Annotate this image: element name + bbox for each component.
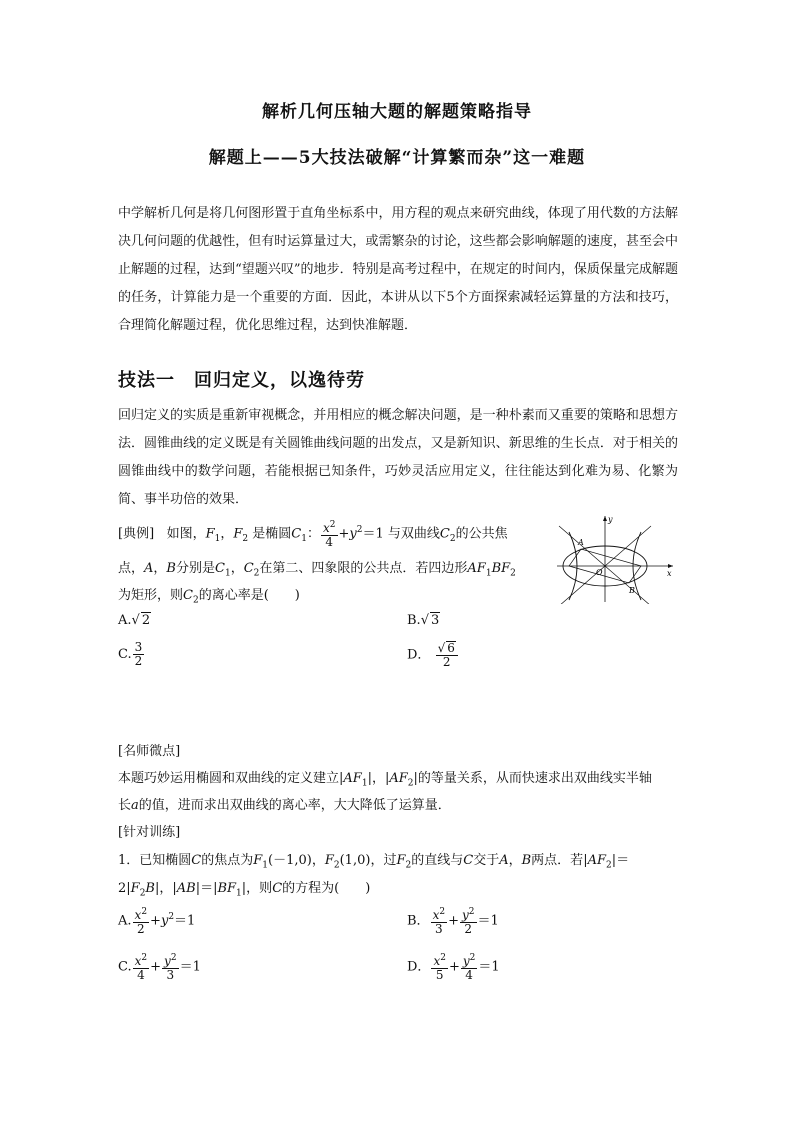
ellipse-hyperbola-figure xyxy=(555,512,675,604)
option-label: B． xyxy=(407,913,430,929)
example-text: 的公共焦 xyxy=(455,526,508,542)
example-line-2: 点，A，B分别是$C_1$，$C_2$在第二、四象限的公共点．若四边形$AF_1BF_2$ xyxy=(118,561,516,579)
figure-label: y xyxy=(608,515,613,524)
example-tag: [典例] xyxy=(118,526,155,542)
figure-label: A xyxy=(578,538,584,547)
option-label: D． xyxy=(407,959,431,975)
section-body: 回归定义的实质是重新审视概念，并用相应的概念解决问题，是一种朴素而又重要的策略和思想方法．圆锥曲线的定义既是有关圆锥曲线问题的出发点，又是新知识、新思维的生长点．对于相关的圆锥曲线中的数学问题，若能根据已知条件，巧妙灵活应用定义，往往能达到化难为易、化繁为简、事半功倍的效果． xyxy=(118,408,678,507)
example-text: 在第二、四象限的公共点．若四边形 xyxy=(259,561,468,576)
option-a: A.√ 2 xyxy=(118,613,151,628)
training-text: ，则 xyxy=(246,881,273,896)
option-label: C. xyxy=(118,647,132,662)
intro-paragraph: 中学解析几何是将几何图形置于直角坐标系中，用方程的观点来研究曲线，体现了用代数的方法解决几何问题的优越性，但有时运算量过大，或需繁杂的讨论，这些都会影响解题的速度，甚至会中止解题的过程，达到“望题兴叹”的地步．特别是高考过程中，在规定的时间内，保质保量完成解题的任务，计算能力是一个重要的方面．因此，本讲从以下5个方面探索减轻运算量的方法和技巧，合理简化解题过程，优化思维过程，达到快准解题． xyxy=(118,206,678,333)
training-text: 的焦点为 xyxy=(201,853,254,868)
page-subtitle: 解题上——5大技法破解“计算繁而杂”这一难题 xyxy=(208,148,586,168)
training-text: 的直线与 xyxy=(411,853,464,868)
training-option-d: D． $\frac{x^2}{5}$ + $\frac{y^2}{4}$ ＝1 xyxy=(407,953,500,982)
teacher-text: 长 xyxy=(118,798,132,813)
option-label: D． xyxy=(407,647,431,663)
figure-label: x xyxy=(667,569,672,578)
option-label: B. xyxy=(407,613,421,628)
training-tag: [针对训练] xyxy=(118,825,181,840)
training-option-b: B． $\frac{x^2}{3}$ + $\frac{y^2}{2}$ ＝1 xyxy=(407,907,499,936)
example-text: 为矩形，则 xyxy=(118,588,184,603)
training-line-2: $2|F_2B|$，$|AB|=|BF_1|$，则C的方程为( ) xyxy=(118,881,371,899)
figure-label: B xyxy=(629,586,635,595)
teacher-text: 的等量关系，从而快速求出双曲线实半轴 xyxy=(417,771,652,786)
teacher-text: 本题巧妙运用椭圆和双曲线的定义建立 xyxy=(118,771,340,786)
section-heading: 技法一 回归定义，以逸待劳 xyxy=(118,370,365,391)
training-text: 交于 xyxy=(473,853,500,868)
training-text: ，过 xyxy=(370,853,397,868)
example-line-1: [典例] 如图，$F_1$，$F_2$ 是椭圆$C_1$： $\frac{x^2}{4}$ $+y^2=1$ 与双曲线$C_2$的公共焦 xyxy=(118,520,508,549)
page-title: 解析几何压轴大题的解题策略指导 xyxy=(262,102,532,122)
example-text: 点， xyxy=(118,561,145,576)
teacher-note-line-2: 长a的值，进而求出双曲线的离心率，大大降低了运算量． xyxy=(118,798,451,813)
example-line-3: 为矩形，则$C_2$的离心率是( ) xyxy=(118,588,300,606)
example-text: 的离心率是( ) xyxy=(198,588,300,603)
training-option-a: A. $\frac{x^2}{2}$ $+y^2=1$ xyxy=(118,907,196,936)
figure-label: O xyxy=(596,568,603,577)
option-label: A. xyxy=(118,913,132,929)
option-d: D． $\frac{√ 6}{2}$ xyxy=(407,641,459,669)
training-text: 1．已知椭圆 xyxy=(118,853,192,868)
training-option-c: C. $\frac{x^2}{4}$ + $\frac{y^2}{3}$ ＝1 xyxy=(118,953,201,982)
teacher-text: 的值，进而求出双曲线的离心率，大大降低了运算量． xyxy=(138,798,451,813)
training-text: 的方程为( ) xyxy=(282,881,371,896)
teacher-note-line-1: 本题巧妙运用椭圆和双曲线的定义建立$|AF_1|$，$|AF_2|$的等量关系，从而快速求出双曲线实半轴 xyxy=(118,771,652,789)
example-text: 是椭圆 xyxy=(252,526,292,542)
example-text: 如图， xyxy=(166,526,206,542)
example-text: 分别是 xyxy=(175,561,215,576)
training-text: 两点．若 xyxy=(531,853,584,868)
option-label: C. xyxy=(118,959,132,975)
example-text: 与双曲线 xyxy=(387,526,440,542)
teacher-note-tag: [名师微点] xyxy=(118,744,181,759)
option-label: A. xyxy=(118,613,132,628)
option-b: B.√ 3 xyxy=(407,613,440,628)
training-line-1: 1．已知椭圆C的焦点为$F_1(-1,0)$，$F_2(1,0)$，过$F_2$的直线与C交于A，B两点．若$|AF_2|=$ xyxy=(118,853,630,871)
option-c: C. $\frac{3}{2}$ xyxy=(118,640,143,668)
